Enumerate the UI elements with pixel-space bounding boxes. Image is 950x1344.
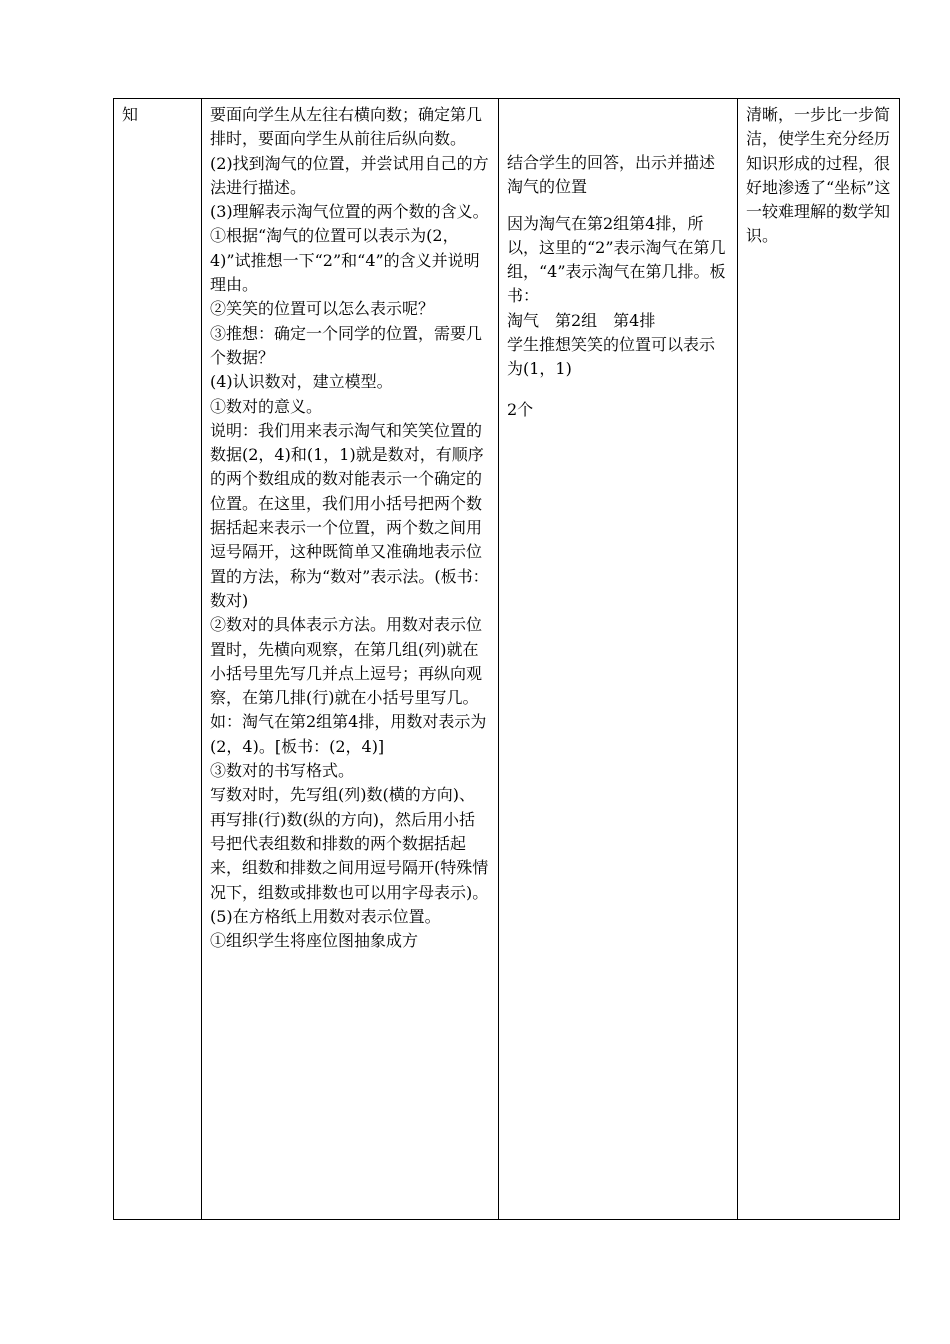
process-paragraph: ②数对的具体表示方法。用数对表示位置时，先横向观察，在第几组(列)就在小括号里先写几并点上逗号；再纵向观察，在第几排(行)就在小括号里写几。如：淘气在第2组第4排，用数对表示为(2，4)。[板书：(2，4)] [210, 615, 487, 756]
process-paragraph: ①根据“淘气的位置可以表示为(2，4)”试推想一下“2”和“4”的含义并说明理由。 [210, 226, 480, 295]
process-paragraph: ②笑笑的位置可以怎么表示呢？ [210, 299, 435, 319]
process-paragraph: 说明：我们用来表示淘气和笑笑位置的数据(2，4)和(1，1)就是数对，有顺序的两个数组成的数对能表示一个确定的位置。在这里，我们用小括号把两个数据括起来表示一个位置，两个数之间用逗号隔开，这种既简单又准确地表示位置的方法，称为“数对”表示法。(板书：数对) [210, 420, 489, 610]
teaching-process-cell [202, 99, 499, 1220]
student-activity-cell [499, 99, 738, 1220]
lesson-plan-table [113, 98, 900, 1220]
stage-label: 知 [122, 105, 139, 124]
activity-paragraph: 淘气 第2组 第4排 [507, 310, 656, 330]
process-paragraph: ③数对的书写格式。 [210, 761, 355, 781]
table-row [114, 99, 900, 1220]
activity-paragraph: 因为淘气在第2组第4排，所以，这里的“2”表示淘气在第几组，“4”表示淘气在第几排。板书： [507, 213, 726, 306]
process-paragraph: (2)找到淘气的位置，并尝试用自己的方法进行描述。 [210, 153, 489, 197]
process-paragraph: (4)认识数对，建立模型。 [210, 372, 393, 392]
activity-paragraph: 学生推想笑笑的位置可以表示为(1，1) [507, 335, 716, 379]
process-paragraph: ①数对的意义。 [210, 396, 323, 416]
process-paragraph: 要面向学生从左往右横向数；确定第几排时，要面向学生从前往后纵向数。 [210, 105, 483, 149]
process-paragraph: (3)理解表示淘气位置的两个数的含义。 [210, 202, 489, 222]
intent-paragraph: 清晰，一步比一步简洁，使学生充分经历知识形成的过程，很好地渗透了“坐标”这一较难理解的数学知识。 [746, 105, 891, 246]
process-paragraph: ①组织学生将座位图抽象成方 [210, 931, 419, 951]
process-paragraph: 写数对时，先写组(列)数(横的方向)、再写排(行)数(纵的方向)，然后用小括号把代表组数和排数的两个数据括起来，组数和排数之间用逗号隔开(特殊情况下，组数或排数也可以用字母表示)。 [210, 785, 489, 902]
activity-paragraph: 结合学生的回答，出示并描述淘气的位置 [507, 153, 716, 197]
process-paragraph: ③推想：确定一个同学的位置，需要几个数据？ [210, 323, 483, 367]
design-intent-cell [738, 99, 900, 1220]
stage-cell [114, 99, 202, 1220]
process-paragraph: (5)在方格纸上用数对表示位置。 [210, 906, 441, 926]
activity-paragraph: 2个 [507, 399, 534, 419]
